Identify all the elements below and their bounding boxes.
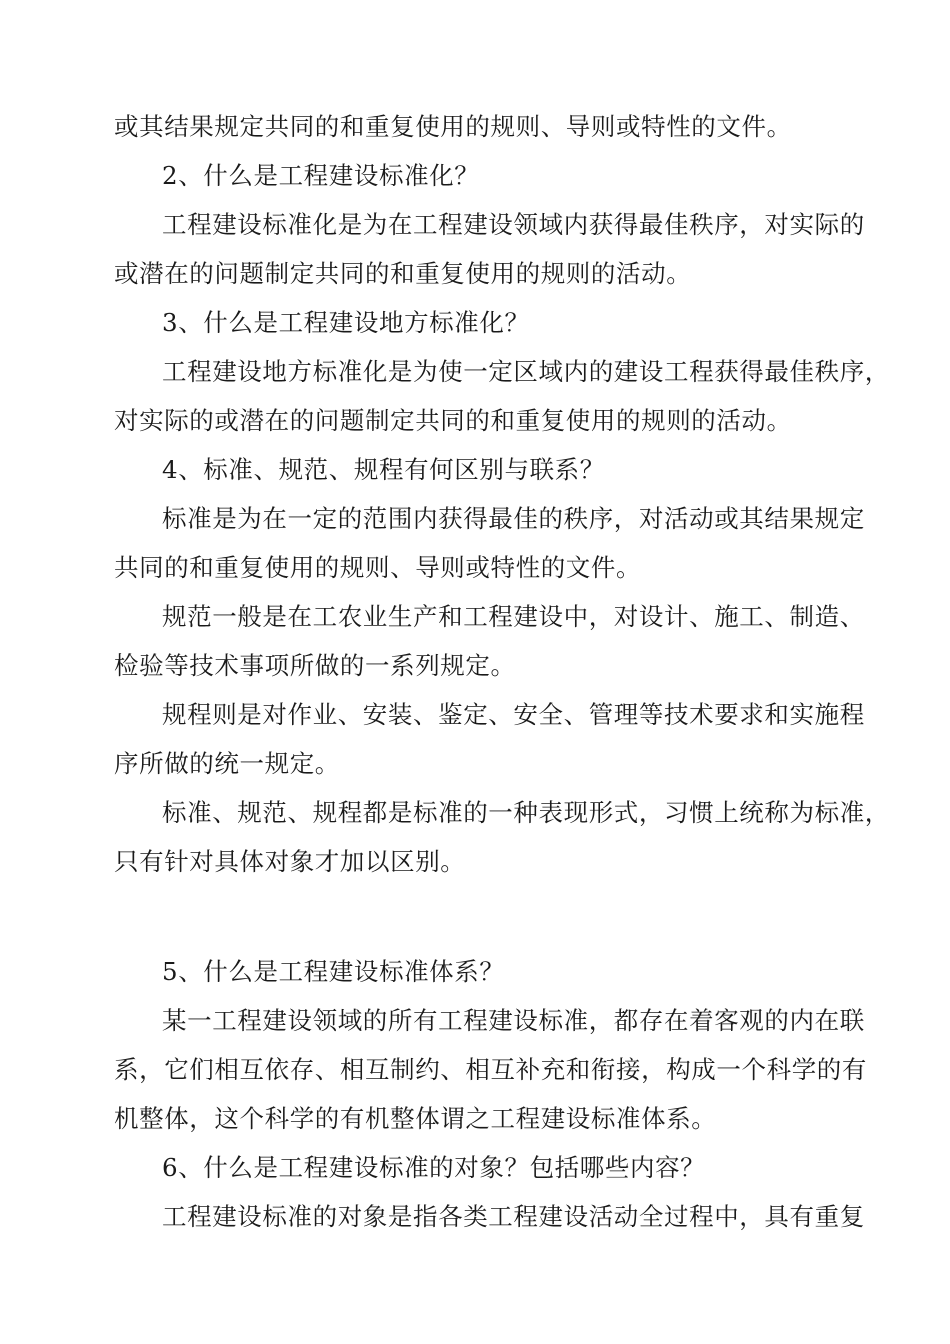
paragraph-line: 工程建设标准化是为在工程建设领域内获得最佳秩序，对实际的 bbox=[162, 210, 865, 239]
paragraph-line: 或潜在的问题制定共同的和重复使用的规则的活动。 bbox=[114, 259, 692, 288]
question-heading-6: 6、什么是工程建设标准的对象？包括哪些内容？ bbox=[162, 1153, 706, 1182]
text-section-1 bbox=[114, 102, 890, 886]
paragraph-line: 标准是为在一定的范围内获得最佳的秩序，对活动或其结果规定 bbox=[162, 504, 865, 533]
paragraph-line: 规程则是对作业、安装、鉴定、安全、管理等技术要求和实施程 bbox=[162, 700, 865, 729]
paragraph-line: 工程建设标准的对象是指各类工程建设活动全过程中，具有重复 bbox=[162, 1202, 865, 1231]
paragraph-line: 工程建设地方标准化是为使一定区域内的建设工程获得最佳秩序， bbox=[162, 357, 890, 386]
question-heading-4: 4、标准、规范、规程有何区别与联系？ bbox=[162, 455, 605, 484]
paragraph-line: 系，它们相互依存、相互制约、相互补充和衔接，构成一个科学的有 bbox=[114, 1055, 867, 1084]
paragraph-line: 规范一般是在工农业生产和工程建设中，对设计、施工、制造、 bbox=[162, 602, 865, 631]
text-section-2 bbox=[114, 947, 867, 1241]
paragraph-line: 序所做的统一规定。 bbox=[114, 749, 340, 778]
paragraph-line: 机整体，这个科学的有机整体谓之工程建设标准体系。 bbox=[114, 1104, 717, 1133]
question-heading-5: 5、什么是工程建设标准体系？ bbox=[162, 957, 505, 986]
question-heading-3: 3、什么是工程建设地方标准化？ bbox=[162, 308, 530, 337]
paragraph-line: 标准、规范、规程都是标准的一种表现形式，习惯上统称为标准， bbox=[162, 798, 890, 827]
paragraph-line: 某一工程建设领域的所有工程建设标准，都存在着客观的内在联 bbox=[162, 1006, 865, 1035]
paragraph-line: 对实际的或潜在的问题制定共同的和重复使用的规则的活动。 bbox=[114, 406, 792, 435]
paragraph-line: 只有针对具体对象才加以区别。 bbox=[114, 847, 466, 876]
question-heading-2: 2、什么是工程建设标准化？ bbox=[162, 161, 480, 190]
paragraph-continuation-line: 或其结果规定共同的和重复使用的规则、导则或特性的文件。 bbox=[114, 112, 792, 141]
paragraph-line: 共同的和重复使用的规则、导则或特性的文件。 bbox=[114, 553, 642, 582]
paragraph-line: 检验等技术事项所做的一系列规定。 bbox=[114, 651, 516, 680]
